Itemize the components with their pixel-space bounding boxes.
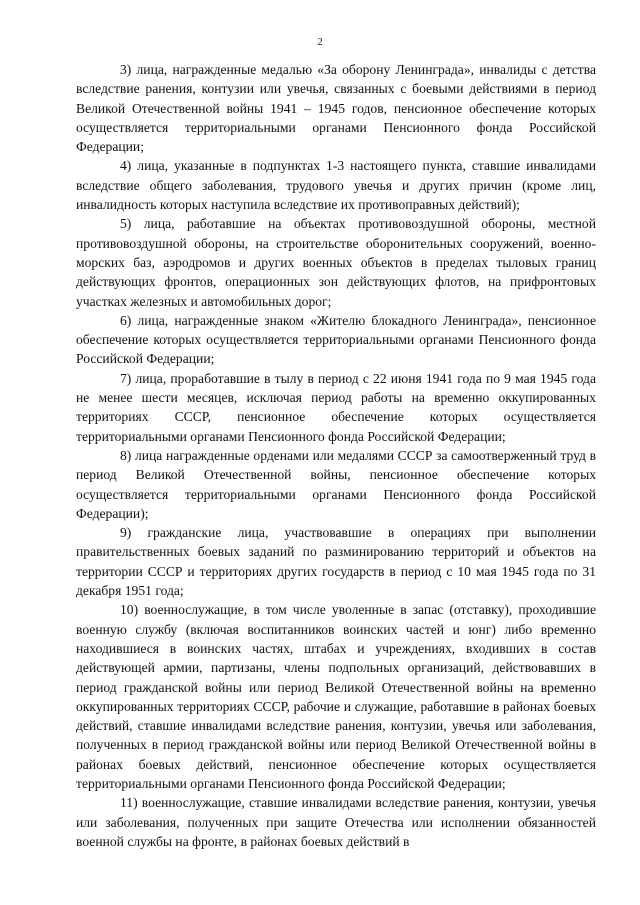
document-body [76,60,596,851]
paragraph-item-3: 3) лица, награжденные медалью «За оборону Ленинграда», инвалиды с детства вследствие ранения, контузии или увечья, связанных с боевыми действиями в период Великой Отечественной войны 1941 – 1945 годов, пенсионное обеспечение которых осуществляется территориальными органами Пенсионного фонда Российской Федерации; [76,62,596,155]
paragraph-item-4: 4) лица, указанные в подпунктах 1-3 настоящего пункта, ставшие инвалидами вследствие общего заболевания, трудового увечья и других причин (кроме лиц, инвалидность которых наступила вследствие их противоправных действий); [76,158,596,213]
paragraph-item-9: 9) гражданские лица, участвовавшие в операциях при выполнении правительственных боевых заданий по разминированию территорий и объектов на территории СССР и территориях других государств в период с 10 мая 1945 года по 31 декабря 1951 года; [76,525,596,599]
paragraph-item-11: 11) военнослужащие, ставшие инвалидами вследствие ранения, контузии, увечья или заболевания, полученных при защите Отечества или исполнении обязанностей военной службы на фронте, в районах боевых действий в [76,795,596,849]
page-number: 2 [317,36,323,48]
paragraph-item-6: 6) лица, награжденные знаком «Жителю блокадного Ленинграда», пенсионное обеспечение которых осуществляется территориальными органами Пенсионного фонда Российской Федерации; [76,312,596,367]
paragraph-item-10: 10) военнослужащие, в том числе уволенные в запас (отставку), проходившие военную службу (включая воспитанников воинских частей и юнг) либо временно находившиеся в воинских частях, штабах и учреждениях, входивших в состав действующей армии, партизаны, члены подпольных организаций, действовавших в период гражданской войны или период Великой Отечественной войны на временно оккупированных территориях СССР, рабочие и служащие, работавшие в районах боевых действий, ставшие инвалидами вследствие ранения, контузии, увечья или заболевания, полученных в период гражданской войны или период Великой Отечественной войны в районах боевых действий, пенсионное обеспечение которых осуществляется территориальными органами Пенсионного фонда Российской Федерации; [76,602,596,791]
paragraph-item-7: 7) лица, проработавшие в тылу в период с 22 июня 1941 года по 9 мая 1945 года не менее шести месяцев, исключая период работы на временно оккупированных территориях СССР, пенсионное обеспечение которых осуществляется территориальными органами Пенсионного фонда Российской Федерации; [76,370,596,444]
paragraph-item-8: 8) лица награжденные орденами или медалями СССР за самоотверженный труд в период Великой Отечественной войны, пенсионное обеспечение которых осуществляется территориальными органами Пенсионного фонда Российской Федерации); [76,447,596,521]
paragraph-item-5: 5) лица, работавшие на объектах противовоздушной обороны, местной противовоздушной обороны, на строительстве оборонительных сооружений, военно-морских баз, аэродромов и других военных объектов в пределах тыловых границ действующих фронтов, операционных зон действующих флотов, на прифронтовых участках железных и автомобильных дорог; [76,216,596,309]
